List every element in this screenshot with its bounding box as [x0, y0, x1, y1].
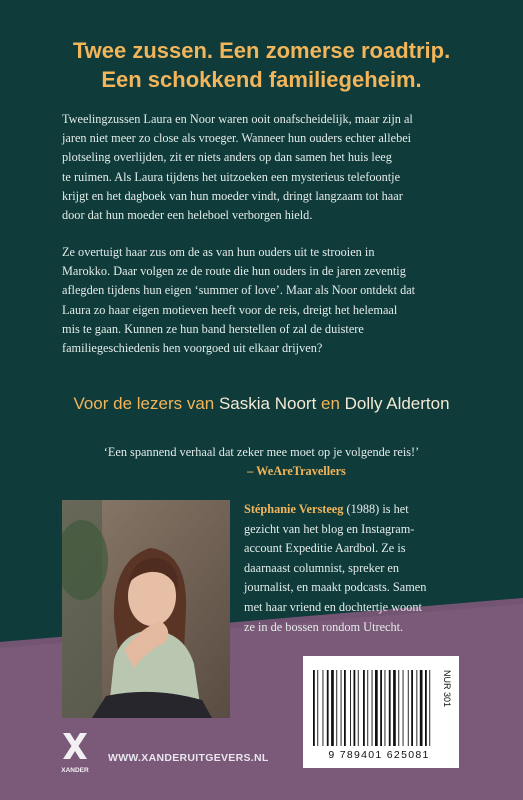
quote-source: – WeAreTravellers [247, 464, 346, 478]
bio-line [244, 500, 484, 520]
tagline-author-2: Dolly Alderton [344, 394, 450, 413]
bio-text: (1988) is het [343, 502, 409, 516]
quote-text: ‘Een spannend verhaal dat zeker mee moet op je volgende reis!’ [103, 445, 420, 459]
author-bio [244, 500, 484, 637]
author-name: Stéphanie Versteeg [244, 502, 344, 516]
text-line: jaren niet meer zo close als vroeger. Wanneer hun ouders echter allebei [62, 131, 412, 146]
headline [0, 36, 523, 94]
text-line: te ruimen. Als Laura tijdens het uitzoeken een mysterieus telefoontje [62, 169, 401, 184]
nur-code: NUR 301 [442, 670, 452, 708]
bio-line: account Expeditie Aardbol. Ze is [244, 541, 406, 556]
author-photo [62, 500, 230, 718]
text-line: Ze overtuigt haar zus om de as van hun ouders uit te strooien in [62, 245, 375, 259]
reader-recommendation [0, 394, 523, 414]
text-line: krijgt en het dagboek van hun moeder vindt, dringt langzaam tot haar [62, 188, 403, 203]
text-line: Tweelingzussen Laura en Noor waren ooit onafscheidelijk, maar zijn al [62, 112, 413, 126]
bio-line: daarnaast columnist, spreker en [244, 560, 400, 575]
text-line: mis te gaan. Kunnen ze hun band herstellen of zal de duistere [62, 321, 364, 336]
text-line: familiegeschiedenis hen voorgoed uit elkaar drijven? [62, 341, 323, 356]
tagline-joiner: en [316, 394, 345, 413]
publisher-url: WWW.XANDERUITGEVERS.NL [108, 752, 269, 764]
text-line: Marokko. Daar volgen ze de route die hun ouders in de jaren zeventig [62, 264, 406, 279]
tagline-prefix: Voor de lezers van [73, 394, 219, 413]
bio-line: met haar vriend en dochtertje woont [244, 599, 422, 614]
bio-line: journalist, en maakt podcasts. Samen [244, 580, 427, 595]
synopsis-paragraph-1 [62, 110, 482, 225]
bio-line: ze in de bossen rondom Utrecht. [244, 619, 404, 634]
isbn-number: 9 789401 625081 [328, 749, 430, 761]
text-line: plotseling overlijden, zit er niets anders op dan samen het huis leeg [62, 150, 392, 165]
review-quote [0, 443, 523, 481]
headline-line-2: Een schokkend familiegeheim. [101, 67, 422, 92]
tagline-author-1: Saskia Noort [218, 394, 317, 413]
headline-line-1: Twee zussen. Een zomerse roadtrip. [72, 38, 451, 63]
text-line: door dat hun moeder een heleboel verborgen hield. [62, 208, 313, 223]
text-line: aflegden tijdens hun eigen ‘summer of love’. Maar als Noor ontdekt dat [62, 283, 416, 298]
text-line: Laura zo haar eigen motieven heeft voor de reis, dreigt het helemaal [62, 302, 398, 317]
synopsis-paragraph-2 [62, 243, 482, 358]
publisher-logo [60, 730, 90, 776]
logo-wordmark: XANDER [61, 767, 89, 774]
bio-line: gezicht van het blog en Instagram- [244, 521, 415, 536]
